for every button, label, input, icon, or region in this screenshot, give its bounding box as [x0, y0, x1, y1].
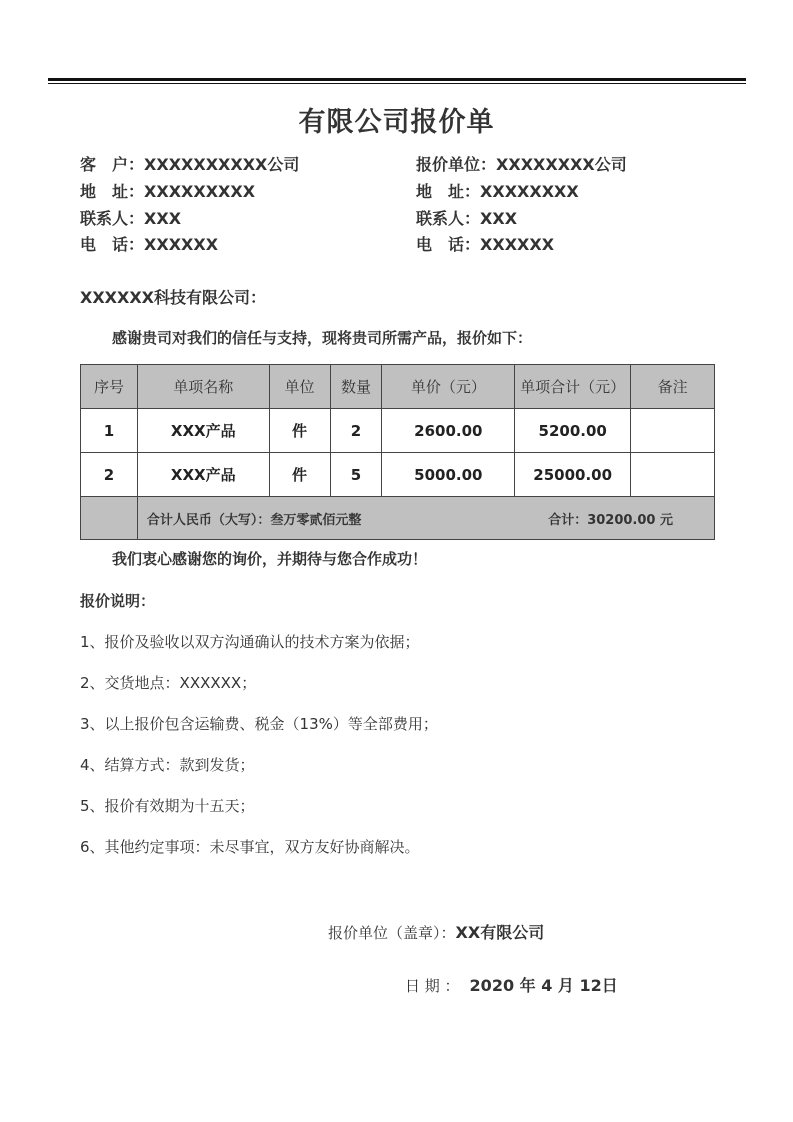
top-rule-thin	[48, 83, 746, 84]
address-value: XXXXXXXXX	[144, 182, 256, 201]
separator: ：	[128, 155, 145, 174]
address-value: XXXXXXXX	[480, 182, 579, 201]
separator: ：	[464, 182, 481, 201]
cell-subtotal: 25000.00	[515, 453, 631, 497]
quoter-label: 报价单位	[416, 155, 481, 174]
customer-phone-info	[80, 232, 218, 255]
quoter-value: XXXXXXXX公司	[496, 155, 627, 174]
customer-value: XXXXXXXXXX公司	[144, 155, 300, 174]
quoter-phone-info	[416, 232, 554, 255]
signature-label: 报价单位（盖章）：	[328, 924, 456, 942]
table-total-row	[81, 497, 715, 540]
contact-value: XXX	[480, 209, 518, 228]
cell-quantity: 2	[330, 409, 382, 453]
top-rule-thick	[48, 78, 746, 81]
phone-value: XXXXXX	[144, 235, 219, 254]
note-item: 6、其他约定事项：未尽事宜，双方友好协商解决。	[80, 838, 420, 856]
document-title: 有限公司报价单	[298, 107, 495, 138]
total-cell	[137, 497, 714, 540]
note-item: 3、以上报价包含运输费、税金（13%）等全部费用；	[80, 715, 438, 733]
cell-unit-price: 5000.00	[382, 453, 515, 497]
total-amount: 合计：30200.00 元	[548, 512, 673, 528]
customer-label: 客 户	[80, 155, 129, 174]
cell-quantity: 5	[330, 453, 382, 497]
quote-table	[80, 364, 715, 540]
table-row	[81, 453, 715, 497]
date-line	[405, 973, 618, 996]
contact-value: XXX	[144, 209, 182, 228]
signature-line	[328, 920, 544, 943]
phone-label: 电 话	[80, 235, 129, 254]
header-remark: 备注	[631, 365, 715, 409]
header-item-name: 单项名称	[137, 365, 269, 409]
separator: ：	[128, 209, 145, 228]
header-index: 序号	[81, 365, 138, 409]
cell-subtotal: 5200.00	[515, 409, 631, 453]
signature-value: XX有限公司	[455, 923, 545, 942]
address-label: 地 址	[416, 182, 465, 201]
note-item: 1、报价及验收以双方沟通确认的技术方案为依据；	[80, 633, 420, 651]
phone-value: XXXXXX	[480, 235, 555, 254]
table-header-row	[81, 365, 715, 409]
cell-item-name: XXX产品	[137, 409, 269, 453]
header-subtotal: 单项合计（元）	[515, 365, 631, 409]
address-label: 地 址	[80, 182, 129, 201]
separator: ：	[128, 182, 145, 201]
date-label: 日 期 ：	[405, 977, 460, 995]
note-item: 4、结算方式：款到发货；	[80, 756, 255, 774]
table-row	[81, 409, 715, 453]
customer-address-info	[80, 179, 255, 202]
thanks-text: 我们衷心感谢您的询价，并期待与您合作成功！	[112, 550, 428, 568]
note-item: 2、交货地点：XXXXXX；	[80, 674, 257, 692]
cell-index: 1	[81, 409, 138, 453]
cell-remark	[631, 409, 715, 453]
total-in-words: 合计人民币（大写）：叁万零贰佰元整	[146, 512, 362, 528]
separator: ：	[464, 209, 481, 228]
customer-info	[80, 152, 299, 175]
contact-label: 联系人	[80, 209, 129, 228]
customer-contact-info	[80, 206, 181, 229]
cell-unit-price: 2600.00	[382, 409, 515, 453]
separator: ：	[128, 235, 145, 254]
quoter-info	[416, 152, 627, 175]
contact-label: 联系人	[416, 209, 465, 228]
cell-remark	[631, 453, 715, 497]
quoter-contact-info	[416, 206, 517, 229]
cell-unit: 件	[269, 409, 330, 453]
greeting: XXXXXX科技有限公司：	[80, 288, 267, 307]
header-unit: 单位	[269, 365, 330, 409]
separator: ：	[464, 235, 481, 254]
note-item: 5、报价有效期为十五天；	[80, 797, 255, 815]
header-quantity: 数量	[330, 365, 382, 409]
notes-title: 报价说明：	[80, 592, 156, 610]
total-blank-cell	[81, 497, 138, 540]
quoter-address-info	[416, 179, 579, 202]
header-unit-price: 单价（元）	[382, 365, 515, 409]
date-value: 2020 年 4 月 12日	[469, 976, 618, 995]
cell-index: 2	[81, 453, 138, 497]
separator: ：	[480, 155, 497, 174]
phone-label: 电 话	[416, 235, 465, 254]
cell-unit: 件	[269, 453, 330, 497]
cell-item-name: XXX产品	[137, 453, 269, 497]
intro-text: 感谢贵司对我们的信任与支持，现将贵司所需产品，报价如下：	[112, 329, 533, 347]
